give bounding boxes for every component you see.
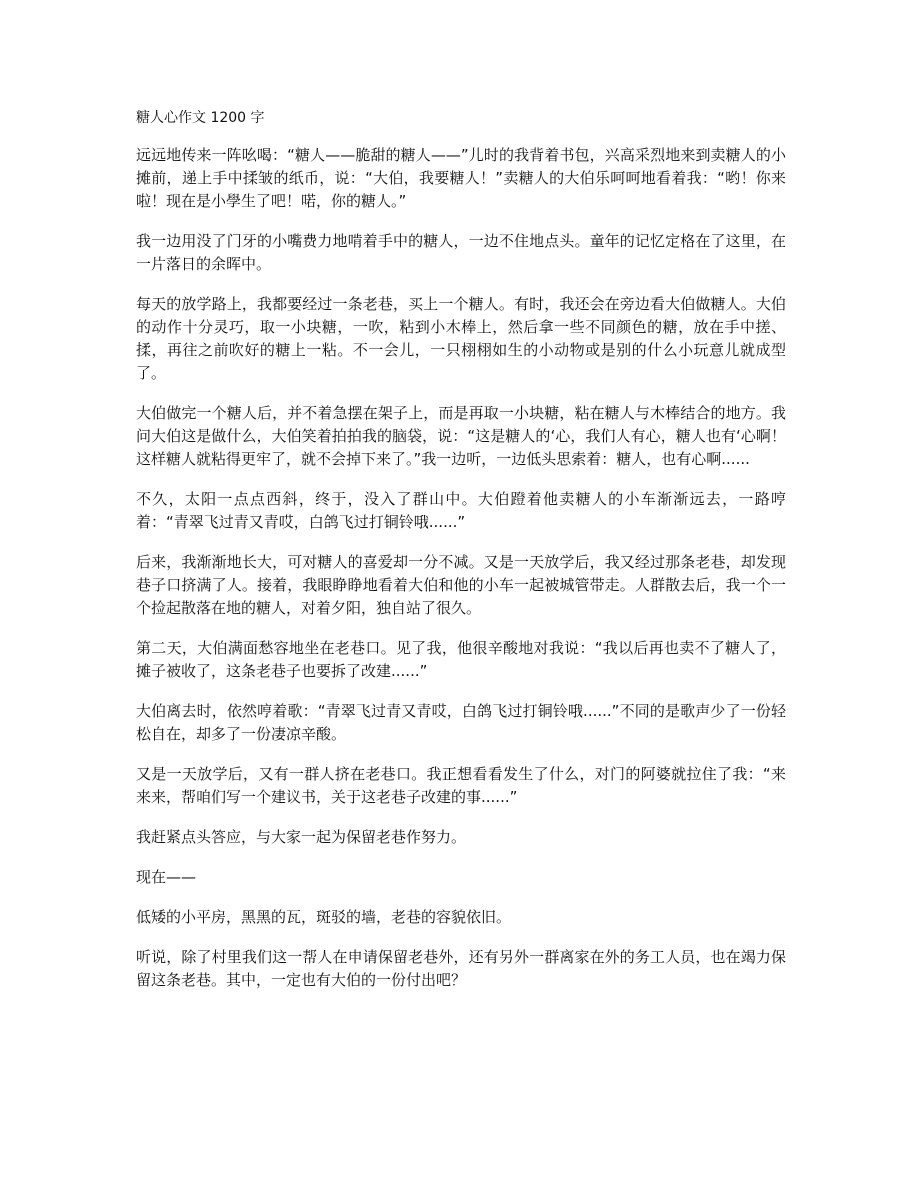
paragraph-5: 不久，太阳一点点西斜，终于，没入了群山中。大伯蹬着他卖糖人的小车渐渐远去，一路哼着：“青翠飞过青又青哎，白鸽飞过打铜铃哦......” bbox=[136, 490, 786, 531]
document-page bbox=[136, 108, 786, 1009]
paragraph-9: 又是一天放学后，又有一群人挤在老巷口。我正想看看发生了什么，对门的阿婆就拉住了我：“来来来，帮咱们写一个建议书，关于这老巷子改建的事......” bbox=[136, 765, 786, 806]
paragraph-13: 听说，除了村里我们这一帮人在申请保留老巷外，还有另外一群离家在外的务工人员，也在竭力保留这条老巷。其中，一定也有大伯的一份付出吧？ bbox=[136, 948, 786, 989]
paragraph-10: 我赶紧点头答应，与大家一起为保留老巷作努力。 bbox=[136, 828, 467, 846]
paragraph-4: 大伯做完一个糖人后，并不着急摆在架子上，而是再取一小块糖，粘在糖人与木棒结合的地方。我问大伯这是做什么，大伯笑着拍拍我的脑袋，说：“这是糖人的‘心，我们人有心，糖人也有‘心啊！这样糖人就粘得更牢了，就不会掉下来了。”我一边听，一边低头思索着：糖人，也有心啊...... bbox=[136, 404, 786, 468]
paragraph-2: 我一边用没了门牙的小嘴费力地啃着手中的糖人，一边不住地点头。童年的记忆定格在了这里，在一片落日的余晖中。 bbox=[136, 232, 786, 273]
paragraph-1: 远远地传来一阵吆喝：“糖人——脆甜的糖人——”儿时的我背着书包，兴高采烈地来到卖糖人的小摊前，递上手中揉皱的纸币，说：“大伯，我要糖人！”卖糖人的大伯乐呵呵地看着我：“哟！你来啦！现在是小學生了吧！喏，你的糖人。” bbox=[136, 146, 786, 210]
paragraph-6: 后来，我渐渐地长大，可对糖人的喜爱却一分不减。又是一天放学后，我又经过那条老巷，却发现巷子口挤满了人。接着，我眼睁睁地看着大伯和他的小车一起被城管带走。人群散去后，我一个一个捡起散落在地的糖人，对着夕阳，独自站了很久。 bbox=[136, 553, 786, 617]
paragraph-11: 现在—— bbox=[136, 868, 197, 886]
paragraph-8: 大伯离去时，依然哼着歌：“青翠飞过青又青哎，白鸽飞过打铜铃哦......”不同的是歌声少了一份轻松自在，却多了一份凄凉辛酸。 bbox=[136, 702, 786, 743]
paragraph-3: 每天的放学路上，我都要经过一条老巷，买上一个糖人。有时，我还会在旁边看大伯做糖人。大伯的动作十分灵巧，取一小块糖，一吹，粘到小木棒上，然后拿一些不同颜色的糖，放在手中搓、揉，再往之前吹好的糖上一粘。不一会儿，一只栩栩如生的小动物或是别的什么小玩意儿就成型了。 bbox=[136, 295, 786, 382]
document-title: 糖人心作文 1200 字 bbox=[136, 110, 265, 126]
paragraph-7: 第二天，大伯满面愁容地坐在老巷口。见了我，他很辛酸地对我说：“我以后再也卖不了糖人了，摊子被收了，这条老巷子也要拆了改建......” bbox=[136, 639, 786, 680]
paragraph-12: 低矮的小平房，黑黑的瓦，斑驳的墙，老巷的容貌依旧。 bbox=[136, 908, 512, 926]
